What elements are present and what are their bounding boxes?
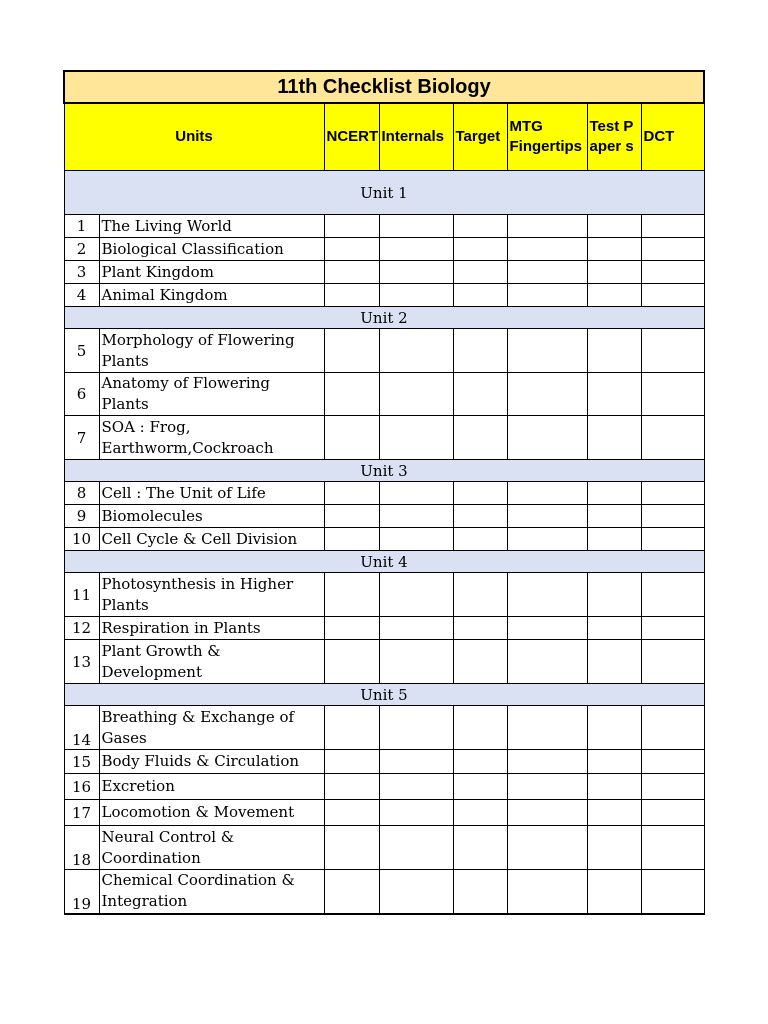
check-cell[interactable] [453,261,507,284]
chapter-name: Body Fluids & Circulation [99,750,324,774]
check-cell[interactable] [641,284,704,307]
chapter-number: 2 [64,238,99,261]
check-cell[interactable] [453,528,507,551]
chapter-number: 3 [64,261,99,284]
table-row [64,329,704,373]
check-cell[interactable] [507,528,587,551]
check-cell[interactable] [587,373,641,416]
chapter-number: 19 [64,870,99,914]
table-row [64,617,704,640]
check-cell[interactable] [587,774,641,800]
table-row [64,870,704,914]
check-cell[interactable] [379,826,453,870]
check-cell[interactable] [379,482,453,505]
check-cell[interactable] [453,416,507,460]
chapter-number: 9 [64,505,99,528]
check-cell[interactable] [587,482,641,505]
header-dct: DCT [641,103,704,171]
unit-row [64,460,704,482]
check-cell[interactable] [507,284,587,307]
chapter-number: 4 [64,284,99,307]
check-cell[interactable] [507,870,587,914]
unit-label: Unit 4 [64,551,704,573]
check-cell[interactable] [587,238,641,261]
chapter-number: 6 [64,373,99,416]
check-cell[interactable] [587,706,641,750]
table-row [64,706,704,750]
chapter-number: 17 [64,800,99,826]
chapter-name: SOA : Frog, Earthworm,Cockroach [99,416,324,460]
check-cell[interactable] [324,800,379,826]
chapter-name: Photosynthesis in Higher Plants [99,573,324,617]
check-cell[interactable] [379,750,453,774]
check-cell[interactable] [641,373,704,416]
check-cell[interactable] [587,640,641,684]
check-cell[interactable] [379,329,453,373]
check-cell[interactable] [453,774,507,800]
check-cell[interactable] [507,800,587,826]
check-cell[interactable] [587,750,641,774]
check-cell[interactable] [453,617,507,640]
check-cell[interactable] [379,215,453,238]
check-cell[interactable] [324,617,379,640]
unit-row [64,684,704,706]
check-cell[interactable] [507,215,587,238]
check-cell[interactable] [587,826,641,870]
chapter-number: 5 [64,329,99,373]
check-cell[interactable] [587,617,641,640]
check-cell[interactable] [324,238,379,261]
check-cell[interactable] [641,329,704,373]
check-cell[interactable] [453,706,507,750]
check-cell[interactable] [641,826,704,870]
chapter-name: Respiration in Plants [99,617,324,640]
check-cell[interactable] [507,329,587,373]
check-cell[interactable] [324,373,379,416]
check-cell[interactable] [453,238,507,261]
unit-row [64,307,704,329]
check-cell[interactable] [507,706,587,750]
chapter-number: 7 [64,416,99,460]
chapter-number: 15 [64,750,99,774]
table-row [64,528,704,551]
check-cell[interactable] [507,238,587,261]
check-cell[interactable] [587,416,641,460]
check-cell[interactable] [453,373,507,416]
check-cell[interactable] [379,800,453,826]
table-row [64,284,704,307]
table-row [64,774,704,800]
check-cell[interactable] [507,826,587,870]
table-row [64,373,704,416]
check-cell[interactable] [324,750,379,774]
chapter-number: 12 [64,617,99,640]
check-cell[interactable] [453,870,507,914]
table-row [64,482,704,505]
check-cell[interactable] [453,215,507,238]
check-cell[interactable] [587,800,641,826]
header-target: Target [453,103,507,171]
check-cell[interactable] [379,774,453,800]
chapter-name: Anatomy of Flowering Plants [99,373,324,416]
header-mtg-fingertips: MTG Fingertips [507,103,587,171]
unit-label: Unit 2 [64,307,704,329]
check-cell[interactable] [324,416,379,460]
check-cell[interactable] [641,482,704,505]
check-cell[interactable] [453,329,507,373]
check-cell[interactable] [587,870,641,914]
check-cell[interactable] [507,617,587,640]
table-row [64,750,704,774]
check-cell[interactable] [587,284,641,307]
chapter-name: Animal Kingdom [99,284,324,307]
check-cell[interactable] [587,528,641,551]
check-cell[interactable] [324,329,379,373]
table-row [64,800,704,826]
header-test-papers: Test Paper s [587,103,641,171]
check-cell[interactable] [453,826,507,870]
check-cell[interactable] [587,573,641,617]
check-cell[interactable] [324,706,379,750]
table-row [64,215,704,238]
check-cell[interactable] [641,706,704,750]
table-row [64,505,704,528]
sheet-title: 11th Checklist Biology [64,71,704,103]
chapter-name: Chemical Coordination & Integration [99,870,324,914]
check-cell[interactable] [324,870,379,914]
check-cell[interactable] [641,416,704,460]
check-cell[interactable] [324,528,379,551]
check-cell[interactable] [507,373,587,416]
check-cell[interactable] [507,482,587,505]
check-cell[interactable] [507,505,587,528]
check-cell[interactable] [324,505,379,528]
chapter-name: The Living World [99,215,324,238]
chapter-name: Biological Classification [99,238,324,261]
check-cell[interactable] [379,870,453,914]
check-cell[interactable] [324,826,379,870]
chapter-name: Neural Control & Coordination [99,826,324,870]
check-cell[interactable] [641,528,704,551]
check-cell[interactable] [507,573,587,617]
chapter-name: Plant Growth & Development [99,640,324,684]
unit-label: Unit 5 [64,684,704,706]
chapter-name: Breathing & Exchange of Gases [99,706,324,750]
chapter-number: 8 [64,482,99,505]
header-units: Units [64,103,324,171]
chapter-number: 16 [64,774,99,800]
check-cell[interactable] [641,573,704,617]
chapter-number: 10 [64,528,99,551]
table-row [64,238,704,261]
header-internals: Internals [379,103,453,171]
check-cell[interactable] [453,800,507,826]
check-cell[interactable] [641,750,704,774]
check-cell[interactable] [453,640,507,684]
check-cell[interactable] [324,261,379,284]
check-cell[interactable] [379,640,453,684]
check-cell[interactable] [379,373,453,416]
chapter-number: 18 [64,826,99,870]
check-cell[interactable] [324,482,379,505]
check-cell[interactable] [324,215,379,238]
check-cell[interactable] [507,774,587,800]
unit-label: Unit 1 [64,171,704,215]
chapter-name: Plant Kingdom [99,261,324,284]
check-cell[interactable] [641,215,704,238]
check-cell[interactable] [587,261,641,284]
check-cell[interactable] [587,329,641,373]
check-cell[interactable] [507,750,587,774]
table-row [64,640,704,684]
check-cell[interactable] [324,284,379,307]
check-cell[interactable] [453,482,507,505]
chapter-name: Cell Cycle & Cell Division [99,528,324,551]
check-cell[interactable] [379,284,453,307]
check-cell[interactable] [507,416,587,460]
check-cell[interactable] [641,774,704,800]
check-cell[interactable] [507,261,587,284]
check-cell[interactable] [324,774,379,800]
check-cell[interactable] [379,617,453,640]
check-cell[interactable] [379,706,453,750]
chapter-name: Cell : The Unit of Life [99,482,324,505]
check-cell[interactable] [641,261,704,284]
check-cell[interactable] [379,416,453,460]
check-cell[interactable] [641,617,704,640]
check-cell[interactable] [641,640,704,684]
table-row [64,261,704,284]
check-cell[interactable] [587,505,641,528]
unit-row [64,551,704,573]
chapter-number: 14 [64,706,99,750]
check-cell[interactable] [453,505,507,528]
table-row [64,826,704,870]
check-cell[interactable] [641,505,704,528]
unit-label: Unit 3 [64,460,704,482]
check-cell[interactable] [379,573,453,617]
chapter-name: Locomotion & Movement [99,800,324,826]
check-cell[interactable] [507,640,587,684]
check-cell[interactable] [324,573,379,617]
header-ncert: NCERT [324,103,379,171]
checklist-table [63,70,705,915]
check-cell[interactable] [379,261,453,284]
chapter-number: 13 [64,640,99,684]
check-cell[interactable] [453,284,507,307]
chapter-name: Morphology of Flowering Plants [99,329,324,373]
check-cell[interactable] [641,870,704,914]
check-cell[interactable] [587,215,641,238]
unit-row [64,171,704,215]
check-cell[interactable] [379,238,453,261]
check-cell[interactable] [641,800,704,826]
table-row [64,416,704,460]
chapter-number: 1 [64,215,99,238]
chapter-name: Biomolecules [99,505,324,528]
check-cell[interactable] [324,640,379,684]
chapter-number: 11 [64,573,99,617]
check-cell[interactable] [453,750,507,774]
table-row [64,573,704,617]
chapter-name: Excretion [99,774,324,800]
check-cell[interactable] [453,573,507,617]
check-cell[interactable] [641,238,704,261]
check-cell[interactable] [379,528,453,551]
check-cell[interactable] [379,505,453,528]
